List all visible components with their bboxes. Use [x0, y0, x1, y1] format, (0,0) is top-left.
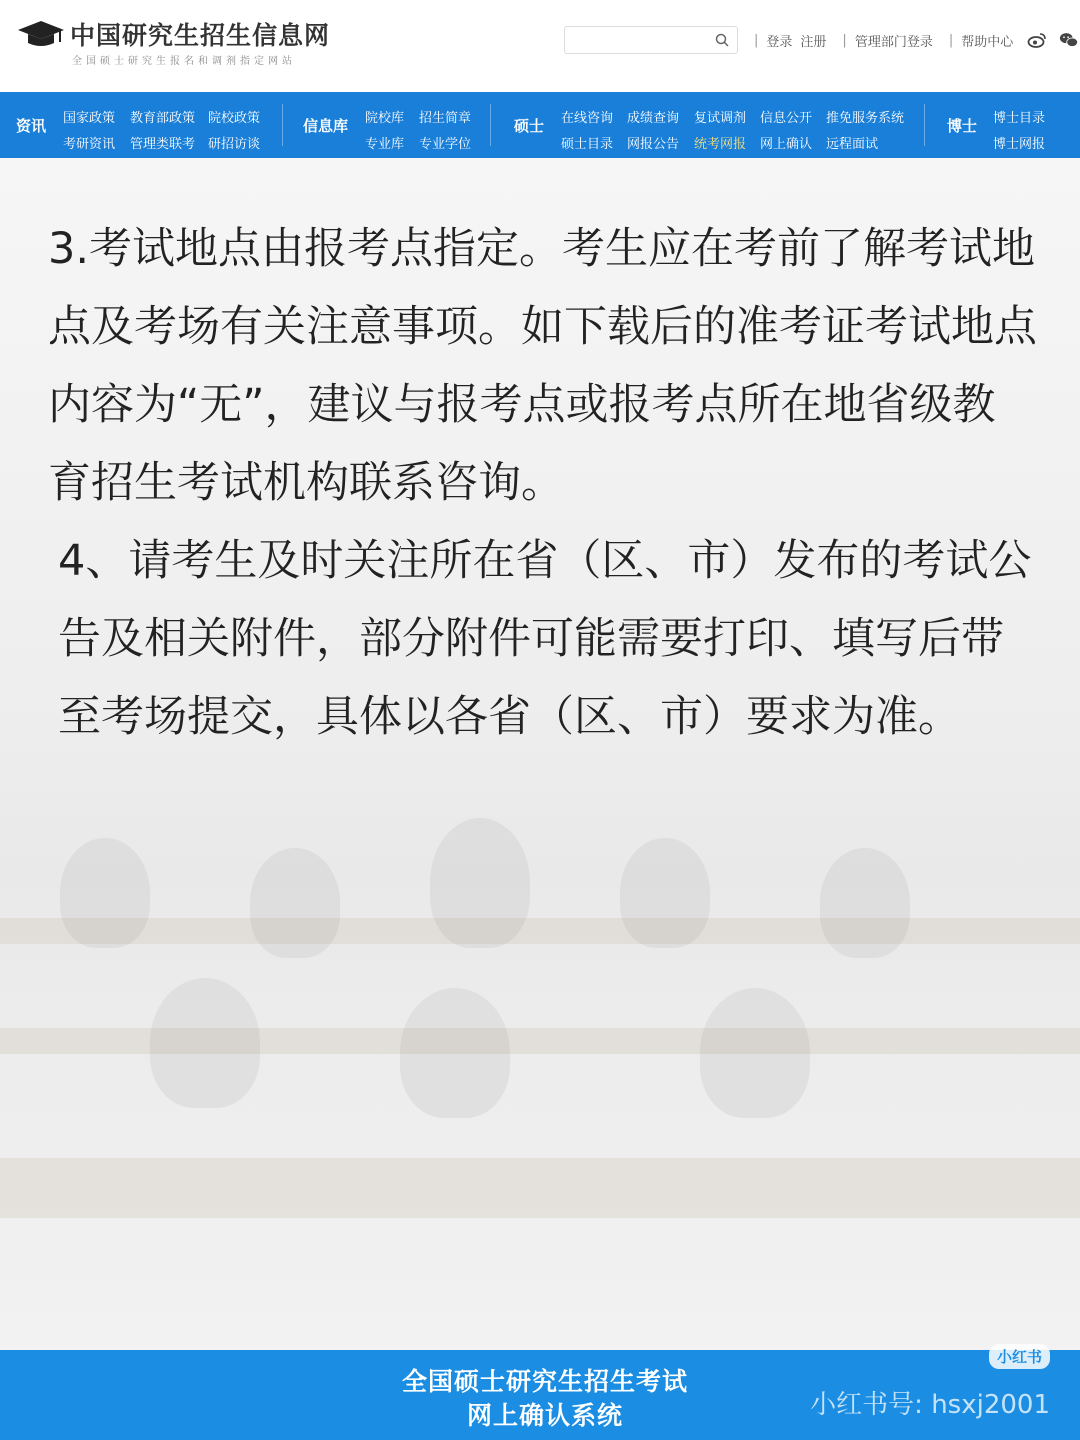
nav-link[interactable]: 院校库 — [365, 111, 405, 126]
nav-category-shuoshi[interactable]: 硕士 — [514, 116, 545, 135]
person — [400, 988, 510, 1118]
nav-link[interactable]: 考研资讯 — [63, 137, 116, 152]
graduation-cap-icon — [16, 18, 66, 50]
site-subtitle: 全国硕士研究生报名和调剂指定网站 — [72, 56, 296, 67]
nav-link[interactable]: 教育部政策 — [130, 111, 196, 126]
person — [430, 818, 530, 948]
nav-link[interactable]: 硕士目录 — [561, 137, 614, 152]
nav-link[interactable]: 网上确认 — [760, 137, 813, 152]
desk-row — [0, 918, 1080, 944]
nav-link[interactable]: 复试调剂 — [694, 111, 747, 126]
nav-divider — [282, 104, 283, 146]
person — [250, 848, 340, 958]
nav-link[interactable]: 博士目录 — [993, 111, 1046, 126]
nav-link[interactable]: 推免服务系统 — [826, 111, 905, 126]
notice-paragraph-4: 4、请考生及时关注所在省（区、市）发布的考试公告及相关附件，部分附件可能需要打印、填写后带至考场提交，具体以各省（区、市）要求为准。 — [58, 536, 1032, 742]
xiaohongshu-watermark-badge: 小红书 — [989, 1344, 1050, 1369]
notice-content — [48, 210, 1038, 756]
top-links — [746, 30, 1079, 50]
nav-link[interactable]: 博士网报 — [993, 137, 1046, 152]
nav-link[interactable]: 远程面试 — [826, 137, 879, 152]
register-link[interactable]: 注册 — [800, 34, 827, 50]
nav-link[interactable]: 招生简章 — [419, 111, 472, 126]
footer-title-line1: 全国硕士研究生招生考试 — [401, 1367, 688, 1396]
help-center-link[interactable]: 帮助中心 — [961, 34, 1014, 50]
nav-link[interactable]: 网报公告 — [627, 137, 680, 152]
nav-category-boshi[interactable]: 博士 — [947, 116, 978, 135]
nav-divider — [490, 104, 491, 146]
nav-link[interactable]: 信息公开 — [760, 111, 813, 126]
nav-category-xinxiku[interactable]: 信息库 — [303, 116, 349, 135]
site-header — [0, 0, 1080, 92]
nav-divider — [924, 104, 925, 146]
site-logo[interactable] — [16, 14, 346, 74]
search-box — [564, 26, 738, 54]
nav-link[interactable]: 专业学位 — [419, 137, 472, 152]
nav-link[interactable]: 院校政策 — [208, 111, 261, 126]
divider: | — [948, 32, 954, 48]
person — [620, 838, 710, 948]
notice-paragraph-3: 3.考试地点由报考点指定。考生应在考前了解考试地点及考场有关注意事项。如下载后的准考证考试地点内容为“无”，建议与报考点或报考点所在地省级教育招生考试机构联系咨询。 — [48, 224, 1037, 508]
footer-title-line2: 网上确认系统 — [466, 1401, 623, 1430]
person — [60, 838, 150, 948]
nav-link[interactable]: 在线咨询 — [561, 111, 614, 126]
divider: | — [842, 32, 847, 48]
nav-link[interactable]: 成绩查询 — [627, 111, 680, 126]
nav-link[interactable]: 国家政策 — [63, 111, 116, 126]
weibo-icon[interactable] — [1027, 31, 1047, 49]
desk-row — [0, 1158, 1080, 1218]
admin-login-link[interactable]: 管理部门登录 — [854, 34, 933, 50]
wechat-icon[interactable] — [1059, 31, 1079, 49]
main-nav — [0, 92, 1080, 158]
divider: | — [754, 32, 759, 48]
person — [150, 978, 260, 1108]
login-link[interactable]: 登录 — [766, 34, 793, 50]
nav-category-zixun[interactable]: 资讯 — [16, 116, 47, 135]
person — [820, 848, 910, 958]
nav-link-active[interactable]: 统考网报 — [694, 137, 747, 152]
xiaohongshu-id-watermark: 小红书号: hsxj2001 — [810, 1390, 1050, 1420]
search-input[interactable] — [571, 31, 715, 51]
nav-link[interactable]: 研招访谈 — [208, 137, 261, 152]
nav-link[interactable]: 管理类联考 — [130, 137, 196, 152]
site-title: 中国研究生招生信息网 — [70, 21, 331, 50]
search-icon[interactable] — [715, 33, 729, 47]
person — [700, 988, 810, 1118]
nav-link[interactable]: 专业库 — [365, 137, 405, 152]
